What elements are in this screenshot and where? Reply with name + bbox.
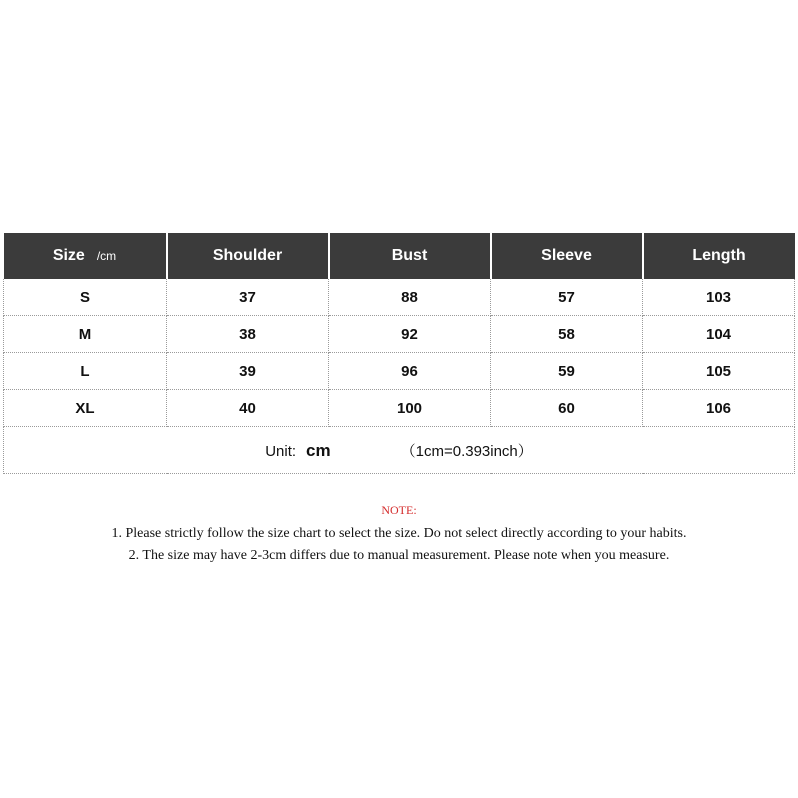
cell-sleeve: 57 — [491, 279, 643, 316]
header-shoulder: Shoulder — [167, 233, 329, 279]
size-chart-table — [3, 233, 795, 474]
cell-length: 104 — [643, 316, 795, 353]
cell-size: L — [4, 353, 167, 390]
cell-shoulder: 37 — [167, 279, 329, 316]
table-row — [4, 316, 795, 353]
cell-size: S — [4, 279, 167, 316]
cell-bust: 96 — [329, 353, 491, 390]
table-header-row — [4, 233, 795, 279]
cell-length: 105 — [643, 353, 795, 390]
note-title: NOTE: — [381, 503, 417, 517]
unit-label: Unit: — [265, 442, 297, 460]
header-size-unit: /cm — [96, 249, 117, 263]
header-length: Length — [643, 233, 795, 279]
cell-sleeve: 60 — [491, 390, 643, 427]
note-line-2: 2. The size may have 2-3cm differs due to manual measurement. Please note when you measure. — [128, 548, 670, 563]
header-size — [4, 233, 167, 279]
cell-length: 103 — [643, 279, 795, 316]
cell-length: 106 — [643, 390, 795, 427]
unit-row — [4, 427, 795, 474]
cell-sleeve: 59 — [491, 353, 643, 390]
table-row — [4, 279, 795, 316]
cell-sleeve: 58 — [491, 316, 643, 353]
header-bust: Bust — [329, 233, 491, 279]
header-size-label: Size — [52, 247, 85, 264]
note-line-1: 1. Please strictly follow the size chart to select the size. Do not select directly according to your habits. — [111, 526, 687, 541]
cell-size: M — [4, 316, 167, 353]
cell-shoulder: 40 — [167, 390, 329, 427]
cell-bust: 88 — [329, 279, 491, 316]
notes-section — [0, 503, 798, 570]
cell-bust: 100 — [329, 390, 491, 427]
unit-value: cm — [306, 440, 331, 460]
table-row — [4, 353, 795, 390]
unit-conversion: （1cm=0.393inch） — [400, 442, 533, 460]
cell-shoulder: 39 — [167, 353, 329, 390]
cell-bust: 92 — [329, 316, 491, 353]
cell-shoulder: 38 — [167, 316, 329, 353]
table-row — [4, 390, 795, 427]
cell-size: XL — [4, 390, 167, 427]
header-sleeve: Sleeve — [491, 233, 643, 279]
unit-cell — [4, 427, 795, 474]
